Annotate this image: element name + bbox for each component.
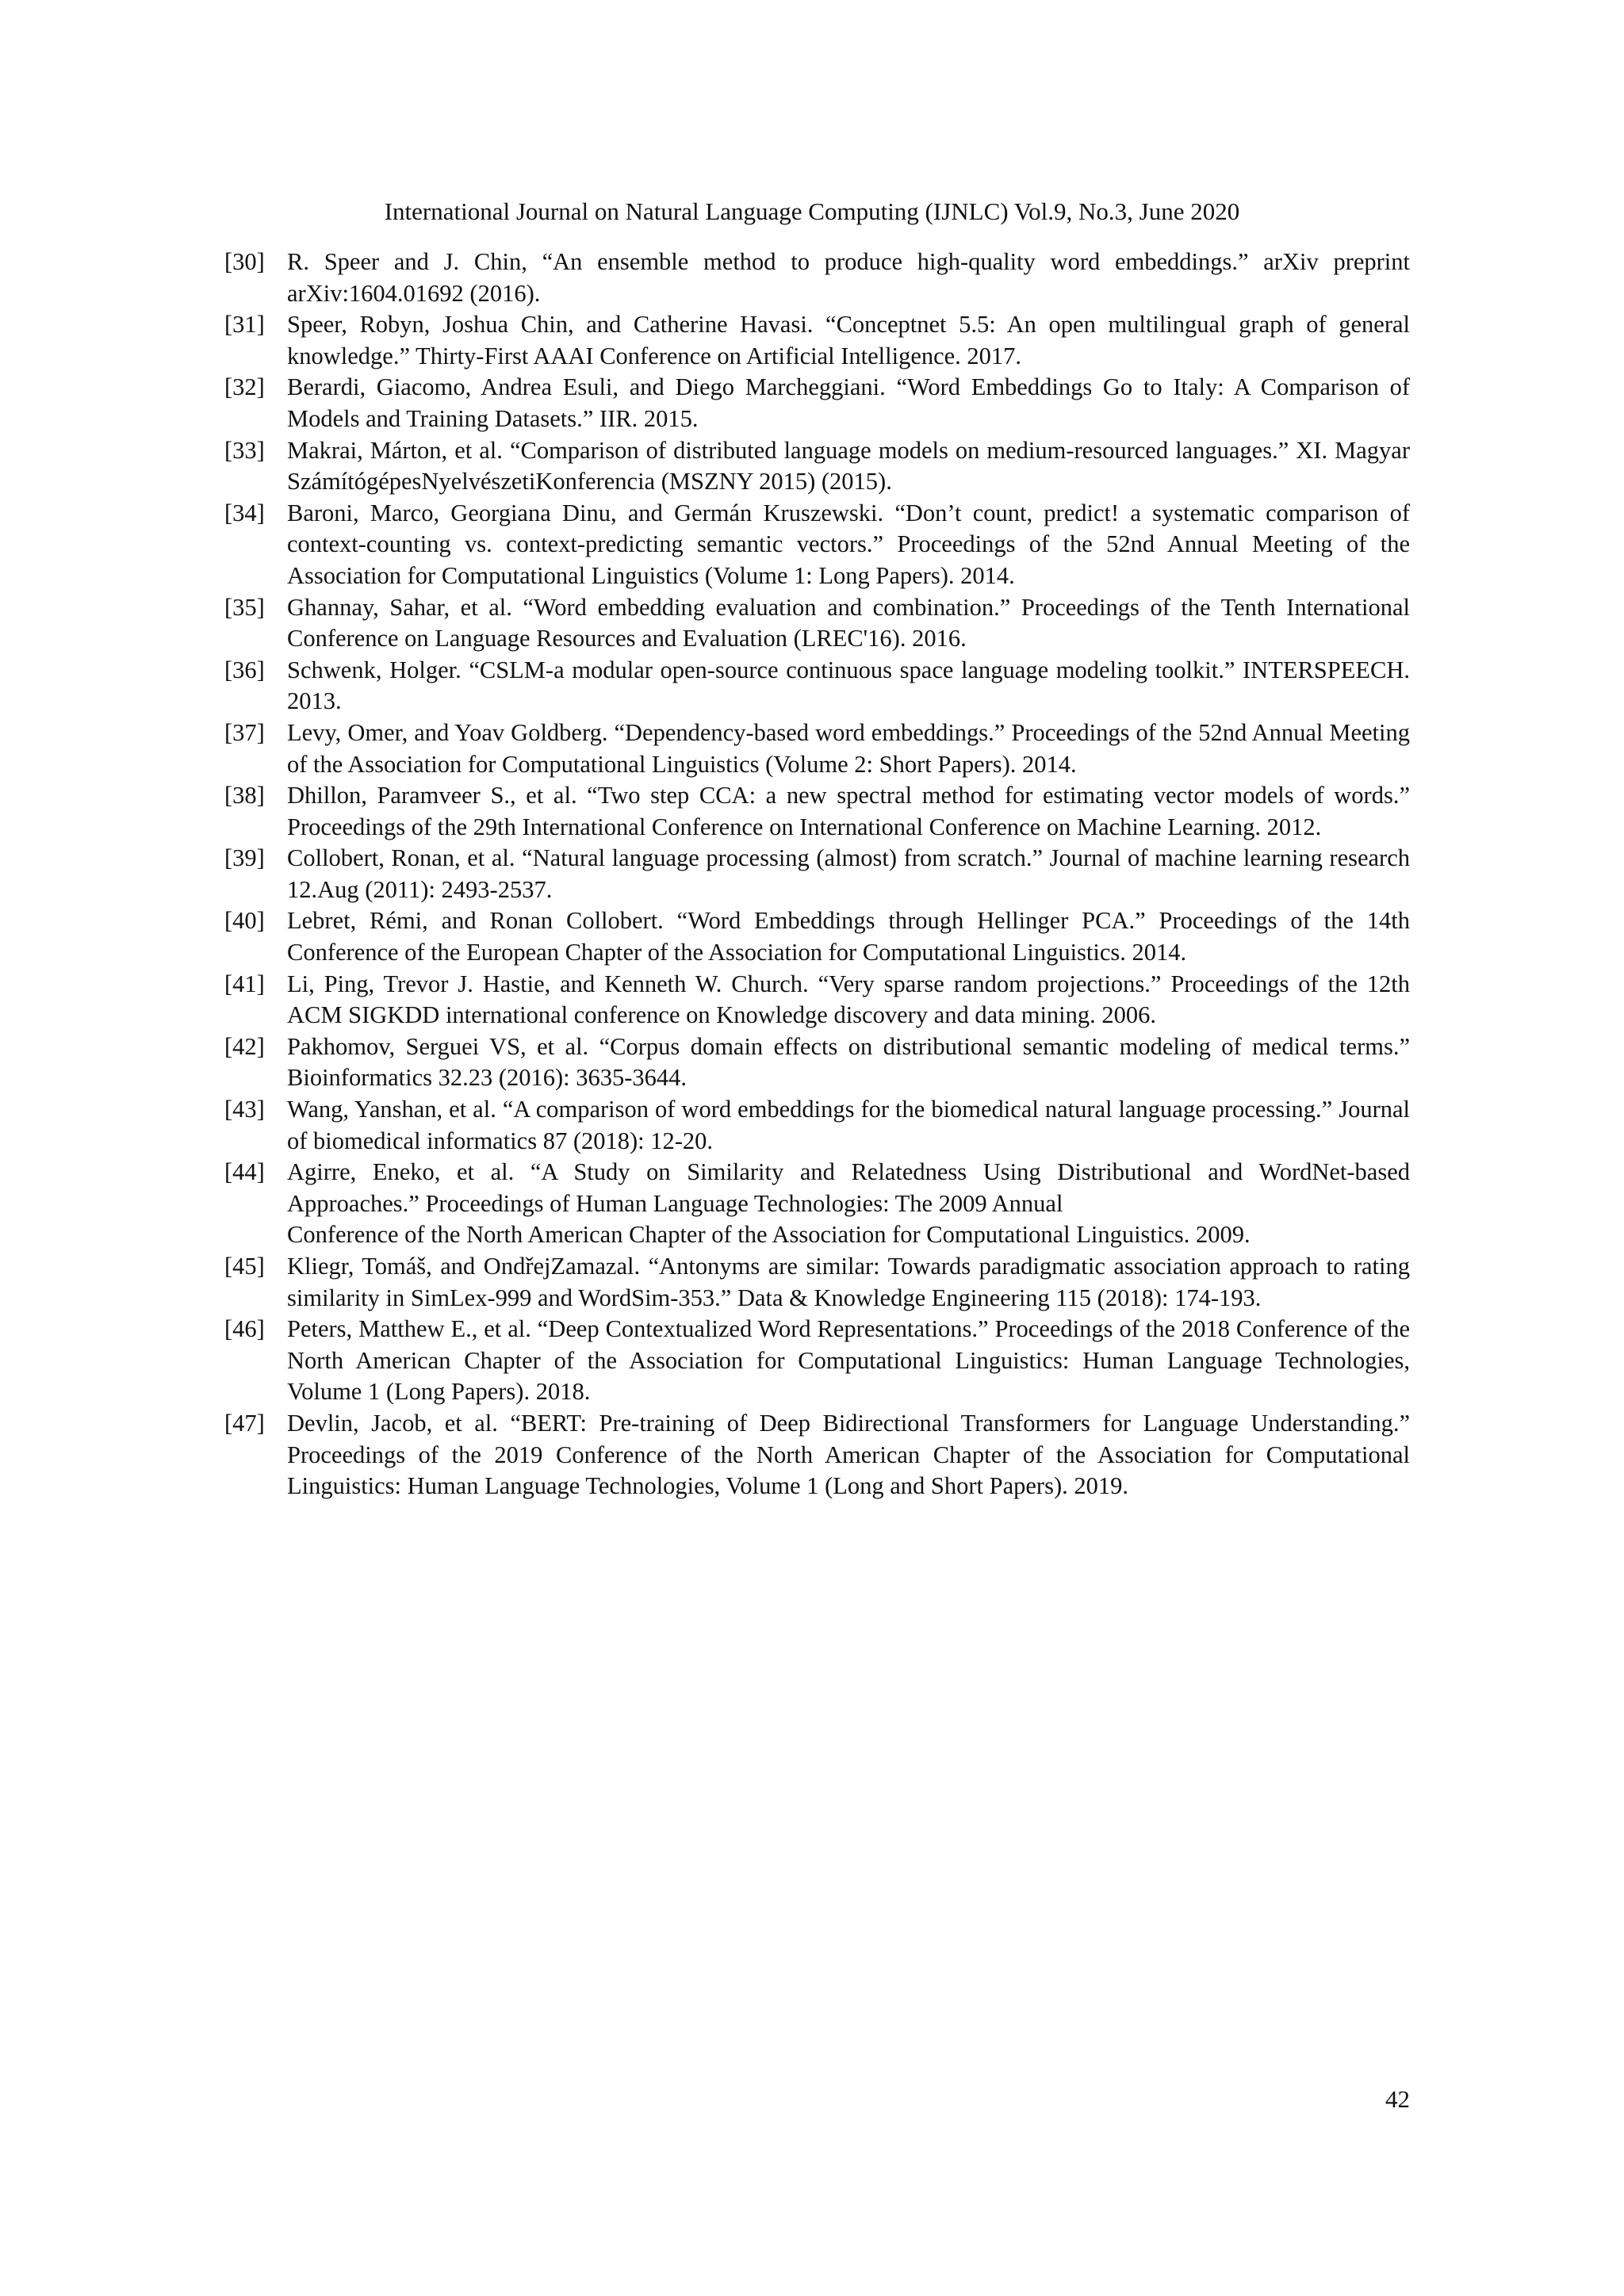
reference-number: [36]	[224, 656, 265, 683]
reference-number: [32]	[224, 373, 265, 401]
reference-item	[224, 655, 1410, 718]
reference-number: [46]	[224, 1315, 265, 1343]
reference-item	[224, 905, 1410, 968]
reference-number: [42]	[224, 1032, 265, 1060]
reference-text: Schwenk, Holger. “CSLM-a modular open-source continuous space language modeling toolkit.” INTERSPEECH. 2013.	[287, 656, 1410, 715]
reference-text-continuation: Conference of the North American Chapter of the Association for Computational Linguistics. 2009.	[287, 1221, 1251, 1249]
reference-number: [40]	[224, 907, 265, 935]
reference-item	[224, 372, 1410, 434]
reference-text: Berardi, Giacomo, Andrea Esuli, and Diego Marcheggiani. “Word Embeddings Go to Italy: A Comparison of Models and Training Datasets.” IIR. 2015.	[287, 373, 1410, 432]
reference-item	[224, 1314, 1410, 1408]
reference-item	[224, 969, 1410, 1031]
reference-number: [44]	[224, 1158, 265, 1186]
running-header: International Journal on Natural Language Computing (IJNLC) Vol.9, No.3, June 2020	[384, 197, 1240, 225]
reference-number: [39]	[224, 844, 265, 872]
reference-item	[224, 843, 1410, 905]
reference-text: Li, Ping, Trevor J. Hastie, and Kenneth W. Church. “Very sparse random projections.” Proceedings of the 12th ACM SIGKDD international conference on Knowledge discovery and data mining. 2006.	[287, 970, 1410, 1029]
reference-text: Devlin, Jacob, et al. “BERT: Pre-training of Deep Bidirectional Transformers for Language Understanding.” Proceedings of the 2019 Conference of the North American Chapter of the Association for Computational Linguistics: Human Language Technologies, Volume 1 (Long and Short Papers). 2019.	[287, 1409, 1410, 1500]
page-number: 42	[1385, 2085, 1410, 2113]
reference-text: R. Speer and J. Chin, “An ensemble method to produce high-quality word embeddings.” arXiv preprint arXiv:1604.01692 (2016).	[287, 248, 1410, 307]
reference-text: Peters, Matthew E., et al. “Deep Contextualized Word Representations.” Proceedings of the 2018 Conference of the North American Chapter of the Association for Computational Linguistics: Human Language Technologies, Volume 1 (Long Papers). 2018.	[287, 1315, 1410, 1406]
reference-item	[224, 498, 1410, 592]
reference-number: [31]	[224, 311, 265, 339]
reference-item	[224, 780, 1410, 843]
reference-number: [43]	[224, 1096, 265, 1123]
reference-text: Ghannay, Sahar, et al. “Word embedding evaluation and combination.” Proceedings of the Tenth International Conference on Language Resources and Evaluation (LREC'16). 2016.	[287, 593, 1410, 652]
reference-item	[224, 1251, 1410, 1314]
reference-number: [33]	[224, 436, 265, 464]
reference-text: Dhillon, Paramveer S., et al. “Two step CCA: a new spectral method for estimating vector models of words.” Proceedings of the 29th International Conference on International Conference on Machine Learning. 2012.	[287, 782, 1410, 840]
reference-number: [37]	[224, 718, 265, 746]
reference-text: Lebret, Rémi, and Ronan Collobert. “Word Embeddings through Hellinger PCA.” Proceedings of the 14th Conference of the European Chapter of the Association for Computational Linguistics. 2014.	[287, 907, 1410, 966]
reference-number: [41]	[224, 970, 265, 997]
reference-item	[224, 309, 1410, 372]
reference-text: Baroni, Marco, Georgiana Dinu, and Germán Kruszewski. “Don’t count, predict! a systematic comparison of context-counting vs. context-predicting semantic vectors.” Proceedings of the 52nd Annual Meeting of the Association for Computational Linguistics (Volume 1: Long Papers). 2014.	[287, 499, 1410, 589]
reference-text: Kliegr, Tomáš, and OndřejZamazal. “Antonyms are similar: Towards paradigmatic association approach to rating similarity in SimLex-999 and WordSim-353.” Data & Knowledge Engineering 115 (2018): 174-193.	[287, 1253, 1410, 1311]
reference-number: [38]	[224, 782, 265, 809]
reference-text: Pakhomov, Serguei VS, et al. “Corpus domain effects on distributional semantic modeling of medical terms.” Bioinformatics 32.23 (2016): 3635-3644.	[287, 1032, 1410, 1092]
reference-item	[224, 718, 1410, 780]
reference-number: [45]	[224, 1253, 265, 1280]
reference-text: Speer, Robyn, Joshua Chin, and Catherine Havasi. “Conceptnet 5.5: An open multilingual graph of general knowledge.” Thirty-First AAAI Conference on Artificial Intelligence. 2017.	[287, 311, 1410, 369]
reference-text: Agirre, Eneko, et al. “A Study on Similarity and Relatedness Using Distributional and WordNet-based Approaches.” Proceedings of Human Language Technologies: The 2009 Annual	[287, 1158, 1410, 1217]
reference-text: Levy, Omer, and Yoav Goldberg. “Dependency-based word embeddings.” Proceedings of the 52nd Annual Meeting of the Association for Computational Linguistics (Volume 2: Short Papers). 2014.	[287, 718, 1410, 778]
reference-number: [30]	[224, 248, 265, 275]
reference-item	[224, 435, 1410, 498]
reference-text: Collobert, Ronan, et al. “Natural language processing (almost) from scratch.” Journal of machine learning research 12.Aug (2011): 2493-2537.	[287, 844, 1410, 903]
reference-text: Wang, Yanshan, et al. “A comparison of word embeddings for the biomedical natural language processing.” Journal of biomedical informatics 87 (2018): 12-20.	[287, 1096, 1410, 1154]
reference-list	[224, 247, 1410, 1502]
reference-item	[224, 592, 1410, 655]
reference-number: [34]	[224, 499, 265, 526]
reference-item	[224, 1094, 1410, 1157]
reference-item	[224, 1031, 1410, 1094]
reference-number: [47]	[224, 1409, 265, 1437]
reference-text: Makrai, Márton, et al. “Comparison of distributed language models on medium-resourced languages.” XI. Magyar SzámítógépesNyelvészetiKonferencia (MSZNY 2015) (2015).	[287, 436, 1410, 496]
reference-number: [35]	[224, 593, 265, 621]
reference-item	[224, 1408, 1410, 1502]
reference-item	[224, 1157, 1410, 1251]
reference-item	[224, 247, 1410, 309]
